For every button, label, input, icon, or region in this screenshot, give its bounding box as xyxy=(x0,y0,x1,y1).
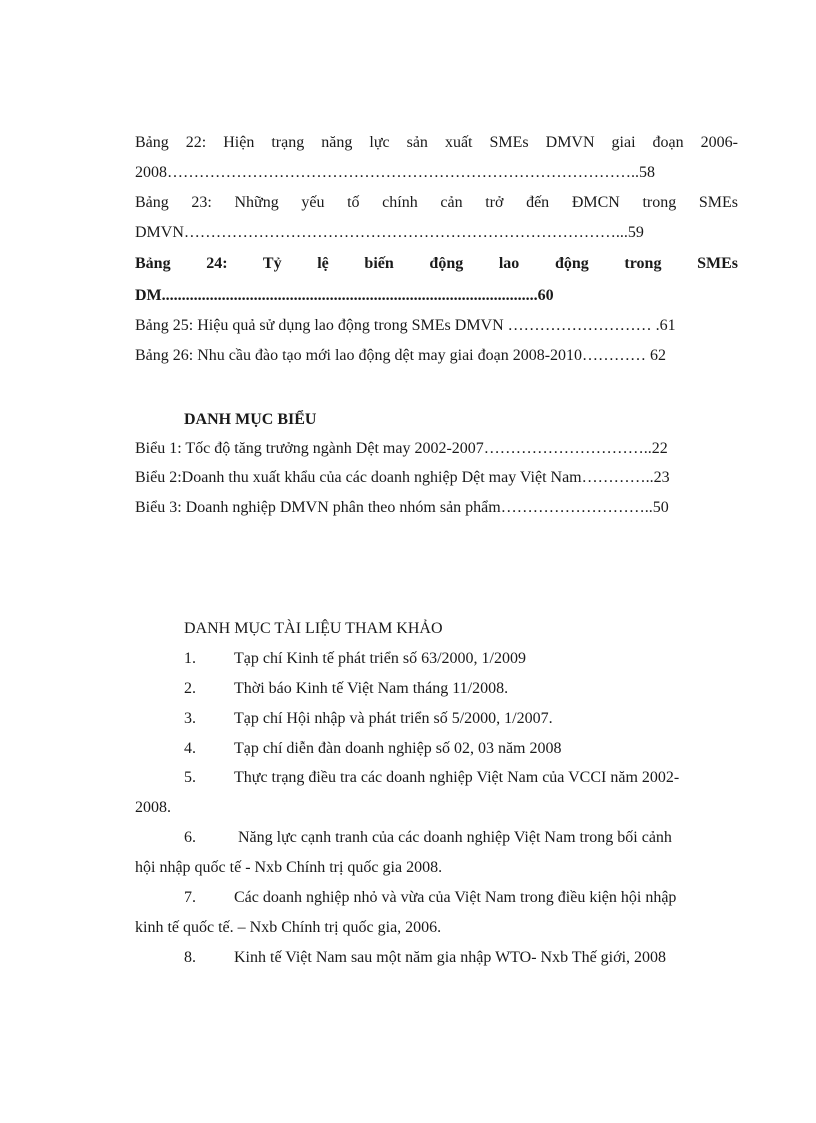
reference-number: 8. xyxy=(184,949,196,966)
reference-number: 3. xyxy=(184,710,196,727)
reference-item-5-continuation: 2008. xyxy=(135,799,171,816)
chart-entry-3: Biểu 3: Doanh nghiệp DMVN phân theo nhóm sản phẩm………………………..50 xyxy=(135,499,669,516)
reference-number: 5. xyxy=(184,769,196,786)
table-entry-23-line2: DMVN………………………………………………………………………...59 xyxy=(135,224,644,241)
reference-text: Các doanh nghiệp nhỏ và vừa của Việt Nam trong điều kiện hội nhập xyxy=(234,889,677,906)
reference-item-6 xyxy=(184,828,738,848)
reference-text: Năng lực cạnh tranh của các doanh nghiệp Việt Nam trong bối cảnh xyxy=(234,829,672,846)
reference-item-6-continuation: hội nhập quốc tế - Nxb Chính trị quốc gia 2008. xyxy=(135,859,443,876)
reference-item-4 xyxy=(184,739,738,759)
table-entry-26: Bảng 26: Nhu cầu đào tạo mới lao động dệt may giai đoạn 2008-2010………… 62 xyxy=(135,347,667,364)
table-entry-25: Bảng 25: Hiệu quả sử dụng lao động trong SMEs DMVN ……………………… .61 xyxy=(135,317,676,334)
reference-item-8 xyxy=(184,948,738,968)
reference-text: Kinh tế Việt Nam sau một năm gia nhập WTO- Nxb Thế giới, 2008 xyxy=(234,949,667,966)
reference-number: 6. xyxy=(184,829,196,846)
reference-text: Thực trạng điều tra các doanh nghiệp Việt Nam của VCCI năm 2002- xyxy=(234,769,680,786)
table-entry-24-line1: Bảng 24: Tỷ lệ biến động lao động trong SMEs xyxy=(135,255,738,272)
chart-list-heading: DANH MỤC BIỂU xyxy=(184,411,317,428)
table-entry-22-line1: Bảng 22: Hiện trạng năng lực sản xuất SMEs DMVN giai đoạn 2006- xyxy=(135,134,738,151)
chart-entry-1: Biểu 1: Tốc độ tăng trưởng ngành Dệt may 2002-2007…………………………..22 xyxy=(135,440,668,457)
reference-text: Tạp chí Kinh tế phát triển số 63/2000, 1/2009 xyxy=(234,650,526,667)
reference-item-5 xyxy=(184,768,738,788)
reference-number: 1. xyxy=(184,650,196,667)
reference-item-3 xyxy=(184,709,738,729)
reference-item-2 xyxy=(184,679,738,699)
chart-entry-2: Biểu 2:Doanh thu xuất khẩu của các doanh nghiệp Dệt may Việt Nam…………..23 xyxy=(135,469,670,486)
reference-text: Tạp chí diễn đàn doanh nghiệp số 02, 03 năm 2008 xyxy=(234,740,562,757)
table-entry-22-line2: 2008……………………………………………………………………………..58 xyxy=(135,164,655,181)
reference-item-1 xyxy=(184,649,738,669)
table-entry-23-line1: Bảng 23: Những yếu tố chính cản trở đến ĐMCN trong SMEs xyxy=(135,194,738,211)
reference-text: Tạp chí Hội nhập và phát triển số 5/2000, 1/2007. xyxy=(234,710,553,727)
reference-item-7-continuation: kinh tế quốc tế. – Nxb Chính trị quốc gia, 2006. xyxy=(135,919,442,936)
reference-number: 7. xyxy=(184,889,196,906)
reference-number: 4. xyxy=(184,740,196,757)
reference-number: 2. xyxy=(184,680,196,697)
reference-text: Thời báo Kinh tế Việt Nam tháng 11/2008. xyxy=(234,680,509,697)
references-heading: DANH MỤC TÀI LIỆU THAM KHẢO xyxy=(184,620,443,637)
reference-item-7 xyxy=(184,888,738,908)
table-entry-24-line2: DM..............................................................................................60 xyxy=(135,287,554,304)
